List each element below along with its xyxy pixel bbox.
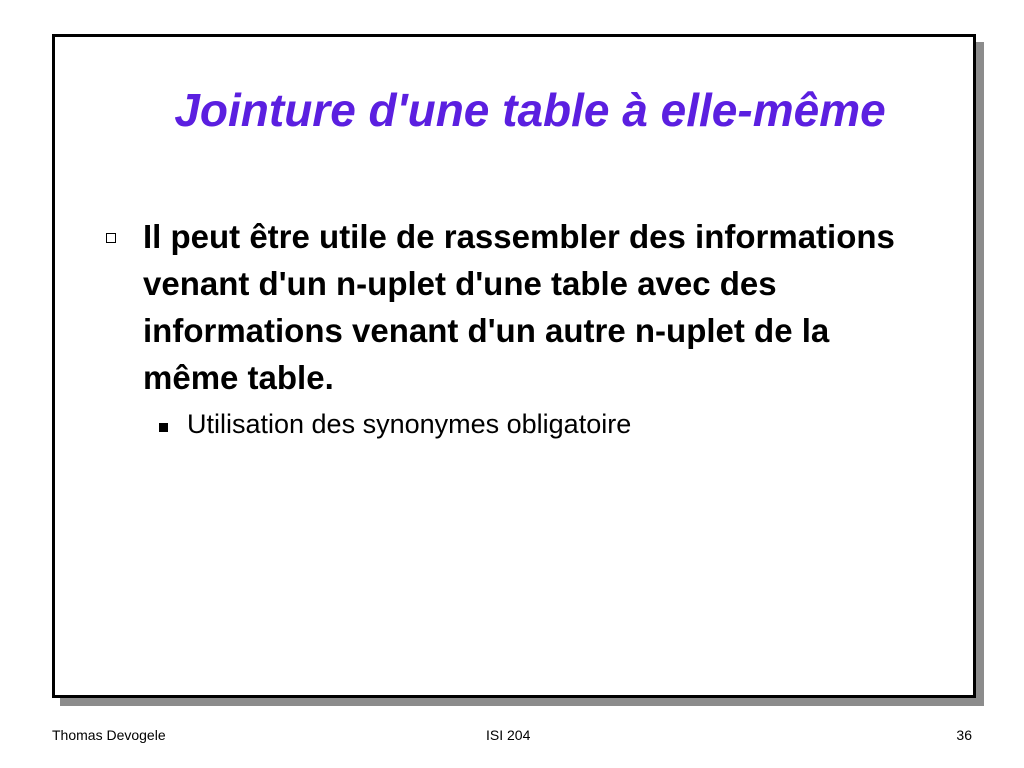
footer-author: Thomas Devogele xyxy=(52,727,166,743)
footer-page-number: 36 xyxy=(956,727,972,743)
bullet-main-text: Il peut être utile de rassembler des informations venant d'un n-uplet d'une table avec des informations venant d'un autre n-uplet de la même table. xyxy=(143,218,895,396)
filled-square-bullet-icon xyxy=(159,423,168,432)
footer-course: ISI 204 xyxy=(486,727,531,743)
sub-bullet-text: Utilisation des synonymes obligatoire xyxy=(187,409,632,439)
slide-title: Jointure d'une table à elle-même xyxy=(174,84,886,136)
hollow-square-bullet-icon xyxy=(106,233,116,243)
